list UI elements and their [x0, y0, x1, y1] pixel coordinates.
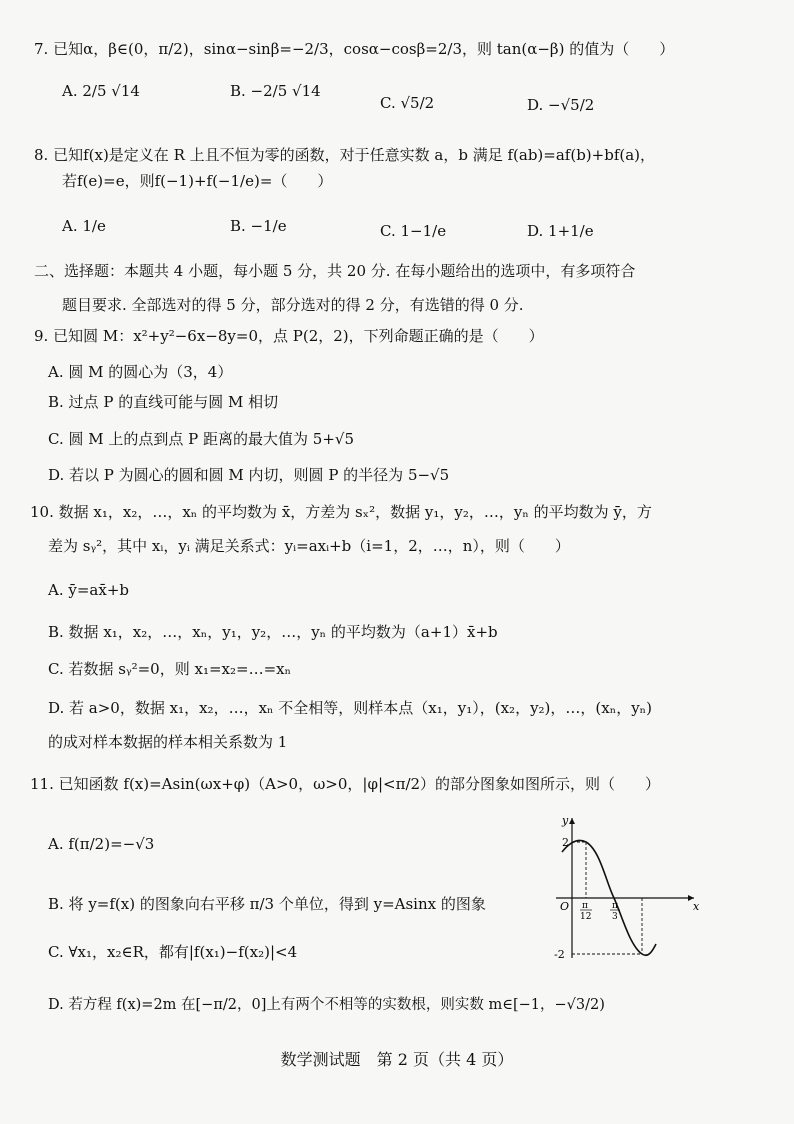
q8-option-d: D. 1+1/e [527, 222, 594, 240]
tick1-numerator: π [582, 901, 588, 911]
q8-stem-line1: 8. 已知f(x)是定义在 R 上且不恒为零的函数，对于任意实数 a，b 满足 f(ab)=af(b)+bf(a)， [34, 146, 656, 164]
q10-option-d-line2: 的成对样本数据的样本相关系数为 1 [48, 733, 288, 751]
q7-stem: 7. 已知α，β∈(0，π/2)，sinα−sinβ=−2/3，cosα−cosβ=2/3，则 tan(α−β) 的值为（ ） [34, 40, 675, 58]
q10-option-b: B. 数据 x₁，x₂，…，xₙ，y₁，y₂，…，yₙ 的平均数为（a+1）x̄+b [48, 623, 498, 641]
q11-option-c: C. ∀x₁，x₂∈R，都有|f(x₁)−f(x₂)|<4 [48, 943, 298, 961]
q8-option-b: B. −1/e [230, 217, 287, 235]
tick1-denominator: 12 [580, 912, 592, 922]
y-axis-label: y [562, 814, 569, 827]
q7-option-a: A. 2/5 √14 [62, 82, 140, 100]
section2-instructions-line2: 题目要求. 全部选对的得 5 分，部分选对的得 2 分，有选错的得 0 分. [62, 296, 524, 314]
origin-label: O [560, 900, 570, 913]
q10-option-a: A. ȳ=ax̄+b [48, 581, 129, 599]
function-graph [548, 812, 700, 962]
q9-stem: 9. 已知圆 M：x²+y²−6x−8y=0，点 P(2，2)，下列命题正确的是（ ） [34, 327, 544, 345]
y-min-label: -2 [554, 948, 565, 961]
y-max-label: 2 [562, 836, 569, 849]
q11-option-a: A. f(π/2)=−√3 [48, 835, 155, 853]
y-axis-arrow [569, 818, 575, 824]
q11-option-d: D. 若方程 f(x)=2m 在[−π/2，0]上有两个不相等的实数根，则实数 m∈[−1，−√3/2) [48, 997, 605, 1013]
q9-option-d: D. 若以 P 为圆心的圆和圆 M 内切，则圆 P 的半径为 5−√5 [48, 466, 450, 484]
q10-stem-line2: 差为 sᵧ²，其中 xᵢ，yᵢ 满足关系式：yᵢ=axᵢ+b（i=1，2，…，n），则（ ） [48, 537, 570, 555]
q10-option-c: C. 若数据 sᵧ²=0，则 x₁=x₂=…=xₙ [48, 660, 292, 678]
q10-option-d-line1: D. 若 a>0，数据 x₁，x₂，…，xₙ 不全相等，则样本点（x₁，y₁），(x₂，y₂)，…，(xₙ，yₙ) [48, 699, 653, 717]
q10-stem-line1: 10. 数据 x₁，x₂，…，xₙ 的平均数为 x̄，方差为 sₓ²，数据 y₁，y₂，…，yₙ 的平均数为 ȳ，方 [30, 503, 652, 521]
q7-option-d: D. −√5/2 [527, 96, 595, 114]
q9-option-a: A. 圆 M 的圆心为（3，4） [48, 363, 233, 381]
page-footer: 数学测试题 第 2 页（共 4 页） [280, 1050, 514, 1069]
q8-option-c: C. 1−1/e [380, 222, 447, 240]
x-axis-label: x [693, 900, 700, 913]
q7-option-c: C. √5/2 [380, 94, 435, 112]
q8-option-a: A. 1/e [62, 217, 106, 235]
q8-stem-line2: 若f(e)=e，则f(−1)+f(−1/e)=（ ） [62, 172, 333, 190]
section2-instructions-line1: 二、选择题：本题共 4 小题，每小题 5 分，共 20 分. 在每小题给出的选项中，有多项符合 [34, 262, 636, 280]
q11-option-b: B. 将 y=f(x) 的图象向右平移 π/3 个单位，得到 y=Asinx 的图象 [48, 895, 486, 913]
q9-option-c: C. 圆 M 上的点到点 P 距离的最大值为 5+√5 [48, 430, 354, 448]
tick2-denominator: 3 [612, 912, 618, 922]
q9-option-b: B. 过点 P 的直线可能与圆 M 相切 [48, 393, 279, 411]
tick2-numerator: π [612, 901, 618, 911]
q11-stem: 11. 已知函数 f(x)=Asin(ωx+φ)（A>0，ω>0，|φ|<π/2）的部分图象如图所示，则（ ） [30, 775, 661, 793]
q7-option-b: B. −2/5 √14 [230, 82, 321, 100]
